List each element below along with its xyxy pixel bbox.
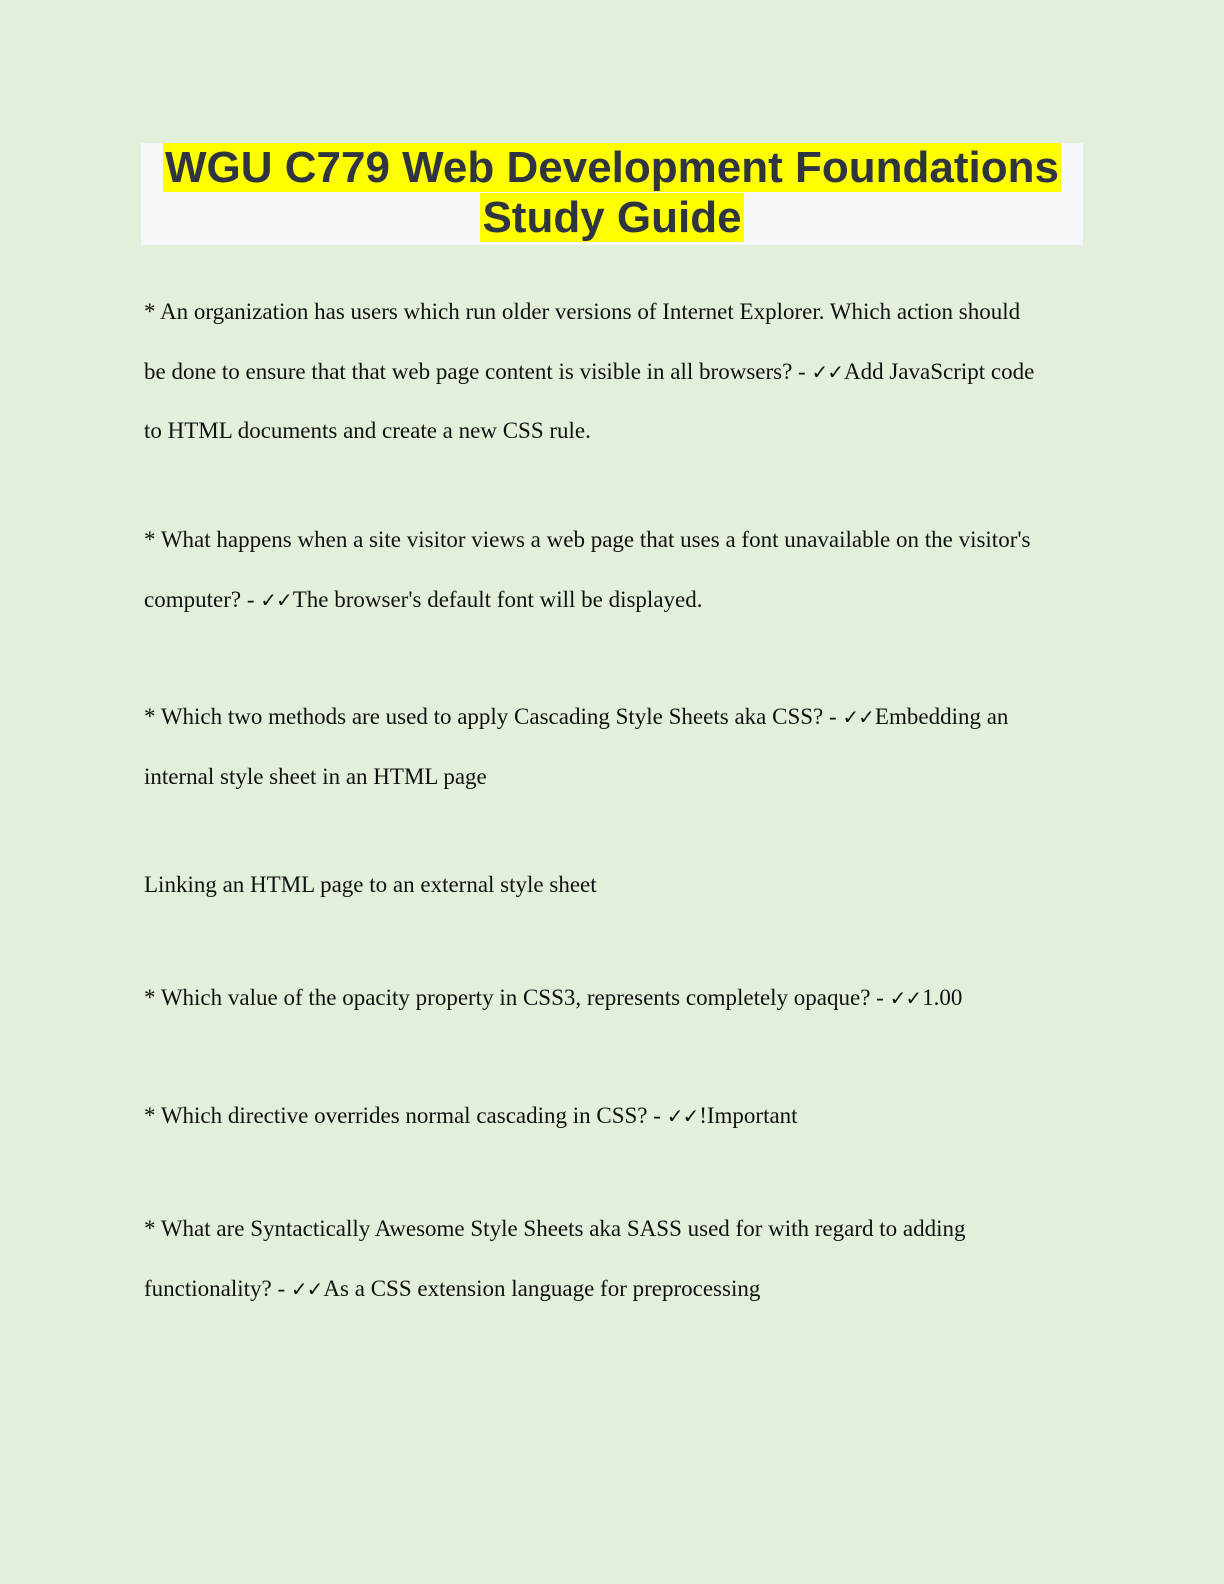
qa-item bbox=[144, 871, 597, 931]
qa-item bbox=[144, 298, 1034, 477]
document-title bbox=[141, 143, 1083, 245]
double-check-icon: ✓✓ bbox=[889, 986, 922, 1010]
double-check-icon: ✓✓ bbox=[666, 1104, 699, 1128]
qa-item bbox=[144, 526, 1030, 645]
double-check-icon: ✓✓ bbox=[260, 587, 292, 612]
question-text: * Which value of the opacity property in CSS3, represents completely opaque? - ✓✓1.00 bbox=[144, 985, 963, 1010]
answer-text: internal style sheet in an HTML page bbox=[144, 763, 487, 789]
question-text: functionality? - ✓✓As a CSS extension language for preprocessing bbox=[144, 1275, 761, 1301]
title-line-2: Study Guide bbox=[482, 193, 742, 242]
answer-text: Embedding an bbox=[874, 704, 1009, 729]
qa-item bbox=[144, 984, 962, 1044]
answer-text: to HTML documents and create a new CSS rule. bbox=[144, 418, 591, 443]
double-check-icon: ✓✓ bbox=[811, 359, 843, 384]
question-text: * What happens when a site visitor views a web page that uses a font unavailable on the visitor's bbox=[144, 527, 1031, 552]
question-text: computer? - ✓✓The browser's default font will be displayed. bbox=[144, 586, 703, 612]
qa-item bbox=[144, 703, 1008, 822]
question-text: * What are Syntactically Awesome Style Sheets aka SASS used for with regard to adding bbox=[144, 1216, 966, 1241]
double-check-icon: ✓✓ bbox=[290, 1276, 323, 1301]
answer-text: Add JavaScript code bbox=[843, 358, 1035, 384]
answer-text: 1.00 bbox=[922, 985, 963, 1010]
question-text: be done to ensure that that web page content is visible in all browsers? - ✓✓Add JavaScript code bbox=[144, 358, 1035, 384]
question-text: * An organization has users which run older versions of Internet Explorer. Which action should bbox=[144, 299, 1021, 324]
qa-item bbox=[144, 1102, 798, 1162]
answer-text: As a CSS extension language for preprocessing bbox=[323, 1275, 761, 1301]
answer-text: The browser's default font will be displayed. bbox=[292, 586, 703, 612]
title-line-1: WGU C779 Web Development Foundations bbox=[165, 143, 1059, 192]
answer-text: !Important bbox=[699, 1103, 798, 1128]
question-text: * Which two methods are used to apply Cascading Style Sheets aka CSS? - ✓✓Embedding an bbox=[144, 704, 1009, 729]
qa-item bbox=[144, 1215, 965, 1334]
answer-text: Linking an HTML page to an external style sheet bbox=[144, 872, 597, 897]
question-text: * Which directive overrides normal cascading in CSS? - ✓✓!Important bbox=[144, 1103, 798, 1128]
double-check-icon: ✓✓ bbox=[842, 705, 874, 729]
